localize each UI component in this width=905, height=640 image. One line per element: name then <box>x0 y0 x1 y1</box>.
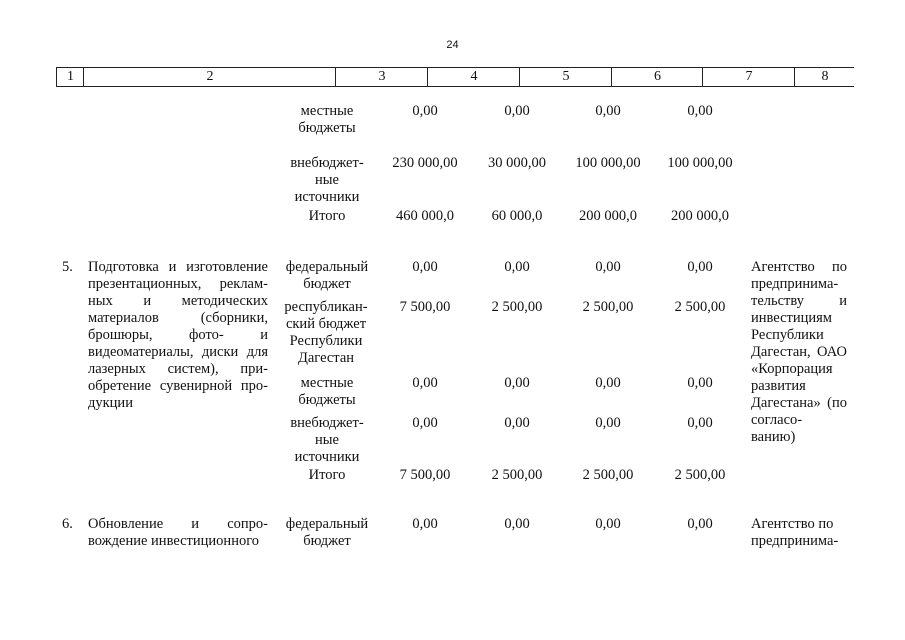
row5-republic-v6: 2 500,00 <box>582 299 634 315</box>
row5-vnebudzh-v5: 0,00 <box>504 415 530 431</box>
header-col-4: 4 <box>427 68 520 86</box>
row5-republic-v7: 2 500,00 <box>674 299 726 315</box>
row6-federal-v5: 0,00 <box>504 516 530 532</box>
row5-number: 5. <box>62 259 73 275</box>
row6-federal-v6: 0,00 <box>595 516 621 532</box>
top-vnebudzh-v4: 230 000,00 <box>392 155 458 171</box>
row5-vnebudzh-label: внебюджет- ные источники <box>290 415 364 465</box>
row5-federal-v7: 0,00 <box>687 259 713 275</box>
page-number: 24 <box>446 39 459 51</box>
top-mestnye-v7: 0,00 <box>687 103 713 119</box>
row5-mestnye-v7: 0,00 <box>687 375 713 391</box>
header-col-2: 2 <box>83 68 336 86</box>
row5-federal-v4: 0,00 <box>412 259 438 275</box>
row5-mestnye-label: местные бюджеты <box>298 375 356 408</box>
row5-itogo-v5: 2 500,00 <box>491 467 543 483</box>
row5-federal-v6: 0,00 <box>595 259 621 275</box>
row6-federal-v4: 0,00 <box>412 516 438 532</box>
row5-description: Подготовка и изготовление презентационных, реклам- ных и методических материалов (сборники, брошюры, фото- и видеоматериалы, диски для лазерных систем), при- обретение сувенирной про- дукции <box>88 259 268 411</box>
header-col-3: 3 <box>335 68 428 86</box>
top-itogo-label: Итого <box>308 208 346 224</box>
row6-executor: Агентство по предпринима- <box>751 516 839 549</box>
top-vnebudzh-v6: 100 000,00 <box>575 155 641 171</box>
top-vnebudzh-v5: 30 000,00 <box>488 155 546 171</box>
top-itogo-v4: 460 000,0 <box>396 208 454 224</box>
top-mestnye-v5: 0,00 <box>504 103 530 119</box>
row5-itogo-v7: 2 500,00 <box>674 467 726 483</box>
row6-description: Обновление и сопро- вождение инвестиционного <box>88 516 268 549</box>
top-itogo-v5: 60 000,0 <box>491 208 543 224</box>
row6-federal-label: федеральный бюджет <box>285 516 369 549</box>
top-mestnye-v4: 0,00 <box>412 103 438 119</box>
top-itogo-v7: 200 000,0 <box>671 208 729 224</box>
table-header-row <box>56 67 854 87</box>
row5-vnebudzh-v6: 0,00 <box>595 415 621 431</box>
row5-mestnye-v6: 0,00 <box>595 375 621 391</box>
top-mestnye-label: местные бюджеты <box>298 103 356 136</box>
row6-number: 6. <box>62 516 73 532</box>
row5-republic-v4: 7 500,00 <box>399 299 451 315</box>
header-col-1: 1 <box>56 68 84 86</box>
row5-vnebudzh-v4: 0,00 <box>412 415 438 431</box>
top-itogo-v6: 200 000,0 <box>579 208 637 224</box>
row5-federal-label: федеральный бюджет <box>285 259 369 292</box>
row5-republic-v5: 2 500,00 <box>491 299 543 315</box>
header-col-7: 7 <box>702 68 795 86</box>
row5-itogo-v6: 2 500,00 <box>582 467 634 483</box>
row5-itogo-label: Итого <box>308 467 346 483</box>
row5-mestnye-v4: 0,00 <box>412 375 438 391</box>
top-mestnye-v6: 0,00 <box>595 103 621 119</box>
row5-vnebudzh-v7: 0,00 <box>687 415 713 431</box>
header-col-5: 5 <box>519 68 612 86</box>
row5-executor: Агентство по предпринима- тельству и инвестициям Республики Дагестан, ОАО «Корпорация развития Дагестана» (по согласо- ванию) <box>751 259 847 445</box>
row5-republic-label: республикан- ский бюджет Республики Дагестан <box>284 299 368 366</box>
row5-itogo-v4: 7 500,00 <box>399 467 451 483</box>
row5-mestnye-v5: 0,00 <box>504 375 530 391</box>
row6-federal-v7: 0,00 <box>687 516 713 532</box>
top-vnebudzh-label: внебюджет- ные источники <box>290 155 364 205</box>
header-col-6: 6 <box>611 68 703 86</box>
header-col-8: 8 <box>794 68 855 86</box>
top-vnebudzh-v7: 100 000,00 <box>667 155 733 171</box>
row5-federal-v5: 0,00 <box>504 259 530 275</box>
